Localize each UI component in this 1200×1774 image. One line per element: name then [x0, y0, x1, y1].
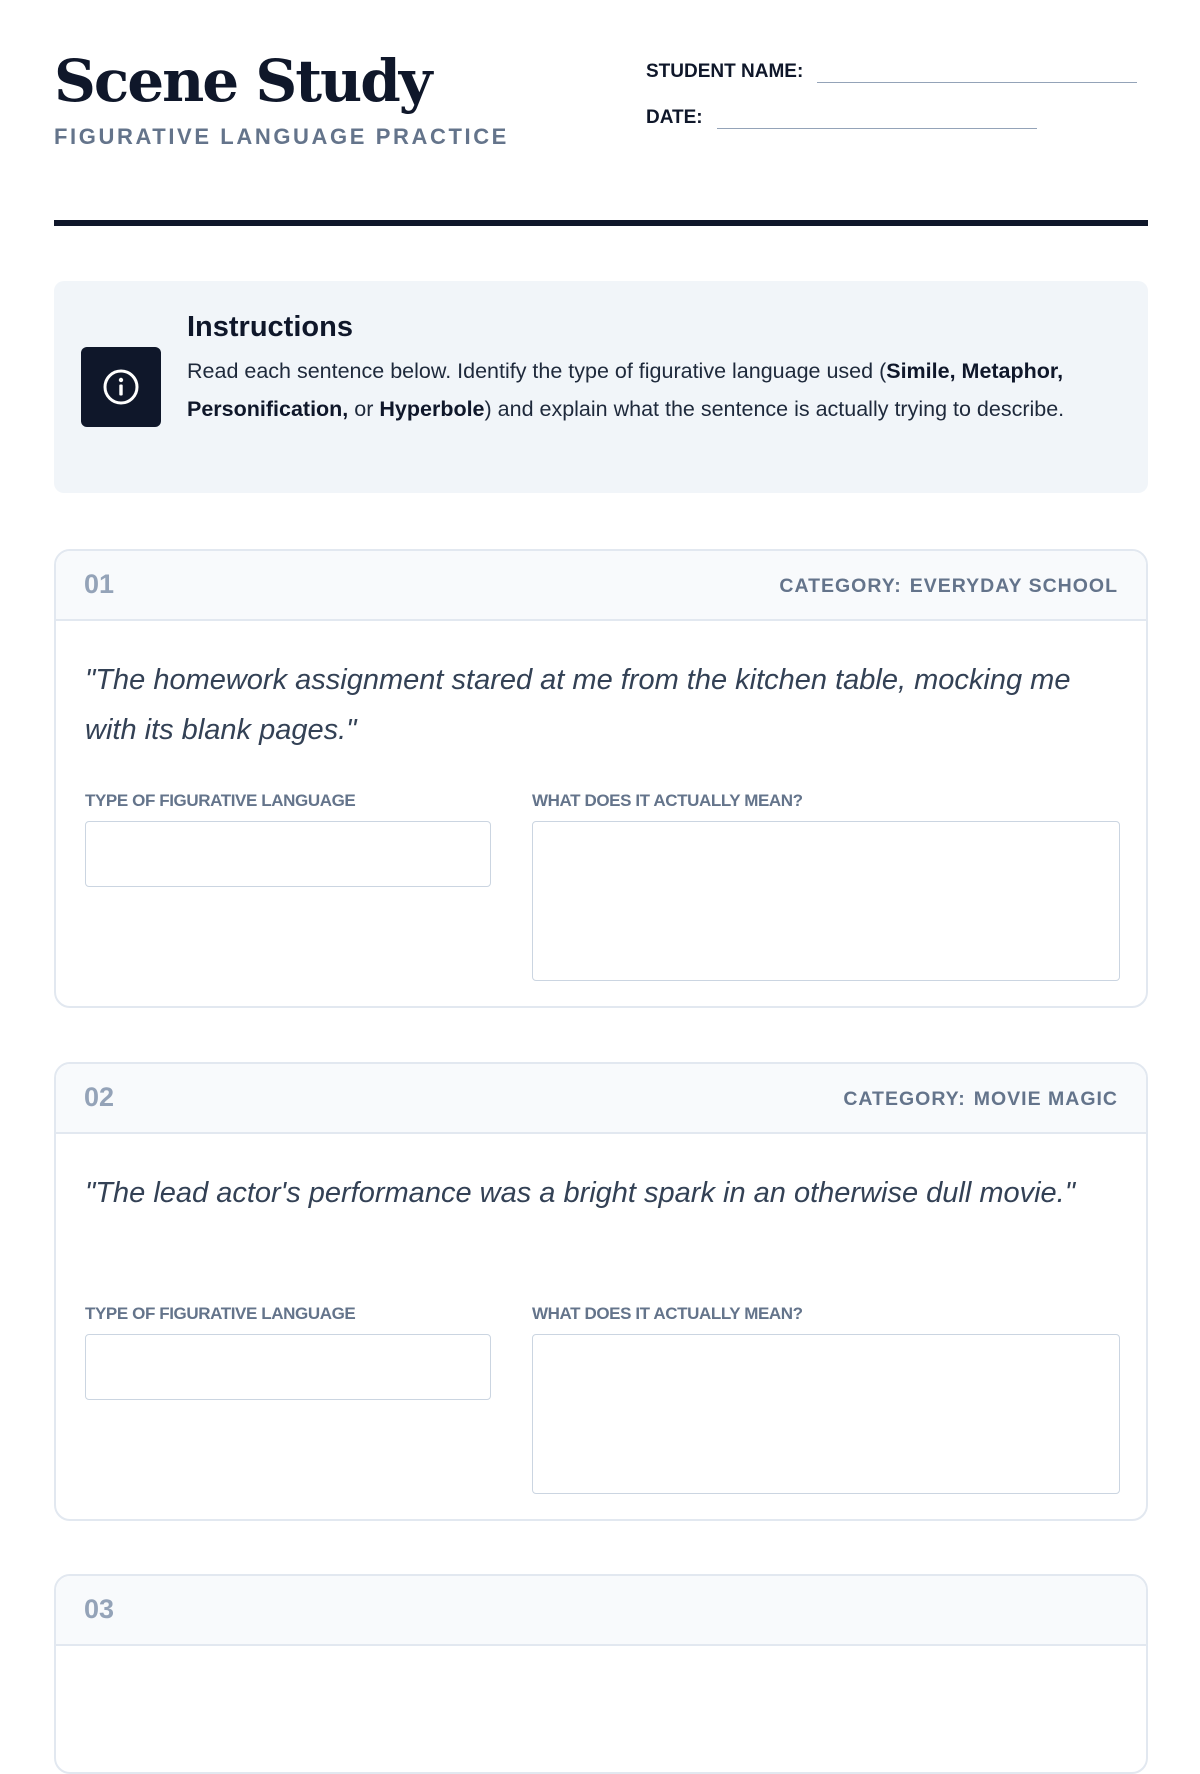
instructions-panel [54, 281, 1148, 493]
question-quote: "The homework assignment stared at me from the kitchen table, mocking me with its blank pages." [85, 664, 1071, 746]
category-prefix: CATEGORY: [843, 1088, 966, 1110]
question-card-header [56, 551, 1146, 621]
type-answer-box[interactable] [85, 821, 491, 887]
question-card [54, 549, 1148, 1008]
instructions-text-after: ) and explain what the sentence is actually trying to describe. [484, 397, 1065, 421]
term-simile: Simile, [886, 359, 956, 383]
type-answer-box[interactable] [85, 1334, 491, 1400]
type-field-label: TYPE OF FIGURATIVE LANGUAGE [85, 791, 356, 810]
category-prefix: CATEGORY: [779, 575, 902, 597]
date-label: DATE: [646, 107, 703, 128]
instructions-content [187, 311, 1117, 428]
header-divider [54, 220, 1148, 226]
meaning-answer-box[interactable] [532, 1334, 1120, 1494]
instructions-text-before: Read each sentence below. Identify the type of figurative language used ( [187, 359, 887, 383]
worksheet-header [54, 0, 1148, 228]
term-personification: Personification, [187, 397, 349, 421]
meaning-field-label: WHAT DOES IT ACTUALLY MEAN? [532, 1304, 803, 1323]
term-hyperbole: Hyperbole [379, 397, 485, 421]
date-row [646, 104, 1037, 129]
question-card-header [56, 1576, 1146, 1646]
question-card [54, 1062, 1148, 1521]
question-number: 02 [84, 1082, 115, 1112]
student-name-row [646, 58, 1137, 83]
question-category [843, 1088, 1118, 1111]
info-icon [81, 347, 161, 427]
student-name-label: STUDENT NAME: [646, 61, 804, 82]
term-metaphor: Metaphor, [961, 359, 1064, 383]
question-card [54, 1574, 1148, 1774]
page-title: Scene Study [54, 47, 431, 115]
instructions-body [187, 352, 1117, 428]
category-name: EVERYDAY SCHOOL [909, 575, 1118, 597]
page-subtitle: FIGURATIVE LANGUAGE PRACTICE [54, 124, 509, 149]
question-card-header [56, 1064, 1146, 1134]
meaning-field-label: WHAT DOES IT ACTUALLY MEAN? [532, 791, 803, 810]
instructions-connector: or [348, 397, 380, 421]
student-name-field[interactable] [817, 58, 1137, 83]
question-category [779, 575, 1118, 598]
question-quote: "The lead actor's performance was a bright spark in an otherwise dull movie." [85, 1177, 1076, 1209]
question-number: 03 [84, 1594, 115, 1624]
worksheet-page [54, 0, 1148, 1624]
meaning-answer-box[interactable] [532, 821, 1120, 981]
date-field[interactable] [717, 104, 1037, 129]
instructions-title: Instructions [187, 311, 353, 343]
category-name: MOVIE MAGIC [973, 1088, 1118, 1110]
type-field-label: TYPE OF FIGURATIVE LANGUAGE [85, 1304, 356, 1323]
question-number: 01 [84, 569, 115, 599]
